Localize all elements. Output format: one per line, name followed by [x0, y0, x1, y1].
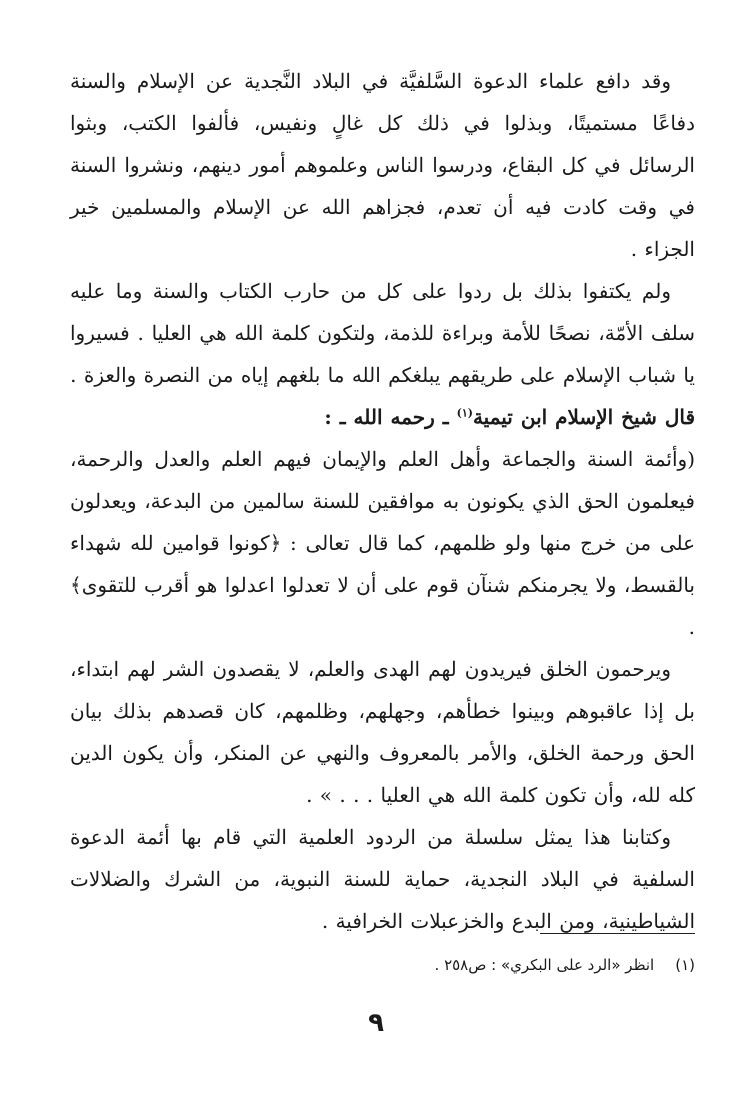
heading-suffix: ـ رحمه الله ـ : [324, 405, 457, 429]
footnote-text: انظر «الرد على البكري» : ص٢٥٨ . [434, 956, 655, 974]
footnote [70, 953, 695, 977]
footnote-divider [540, 933, 695, 934]
heading-text: قال شيخ الإسلام ابن تيمية [472, 405, 695, 429]
quote-heading [70, 396, 695, 438]
quote-paragraph-1: (وأئمة السنة والجماعة وأهل العلم والإيمان فيهم العلم والعدل والرحمة، فيعلمون الحق الذي يكونون به موافقين للسنة سالمين من البدعة، ويعدلون على من خرج منها ولو ظلمهم، كما قال تعالى : ﴿كونوا قوامين لله شهداء بالقسط، ولا يجرمنكم شنآن قوم على أن لا تعدلوا اعدلوا هو أقرب للتقوى﴾ . [70, 447, 695, 639]
closing-paragraph: وكتابنا هذا يمثل سلسلة من الردود العلمية التي قام بها أئمة الدعوة السلفية في البلاد النجدية، حماية للسنة النبوية، من الشرك والضلالات الشياطينية، ومن البدع والخزعبلات الخرافية . [70, 825, 695, 933]
quote-paragraph-2: ويرحمون الخلق فيريدون لهم الهدى والعلم، لا يقصدون الشر لهم ابتداء، بل إذا عاقبوهم وبينوا خطأهم، وجهلهم، وظلمهم، كان قصدهم بذلك بيان الحق ورحمة الخلق، والأمر بالمعروف والنهي عن المنكر، وأن يكون الدين كله لله، وأن تكون كلمة الله هي العليا . . . » . [70, 657, 695, 807]
footnote-number: (١) [675, 956, 695, 974]
intro-paragraph-2: ولم يكتفوا بذلك بل ردوا على كل من حارب الكتاب والسنة وما عليه سلف الأمّة، نصحًا للأمة وبراءة للذمة، ولتكون كلمة الله هي العليا . فسيروا يا شباب الإسلام على طريقهم يبلغكم الله ما بلغهم إياه من النصرة والعزة . [70, 279, 695, 387]
page-body [70, 60, 695, 942]
intro-paragraph-1: وقد دافع علماء الدعوة السَّلفيَّة في البلاد النَّجدية عن الإسلام والسنة دفاعًا مستميتًا، وبذلوا في ذلك كل غالٍ ونفيس، فألفوا الكتب، وبثوا الرسائل في كل البقاع، ودرسوا الناس وعلموهم أمور دينهم، ونشروا السنة في وقت كادت فيه أن تعدم، فجزاهم الله عن الإسلام والمسلمين خير الجزاء . [70, 69, 695, 261]
footnote-marker[interactable]: (١) [456, 406, 473, 420]
page-number: ٩ [368, 1008, 384, 1038]
